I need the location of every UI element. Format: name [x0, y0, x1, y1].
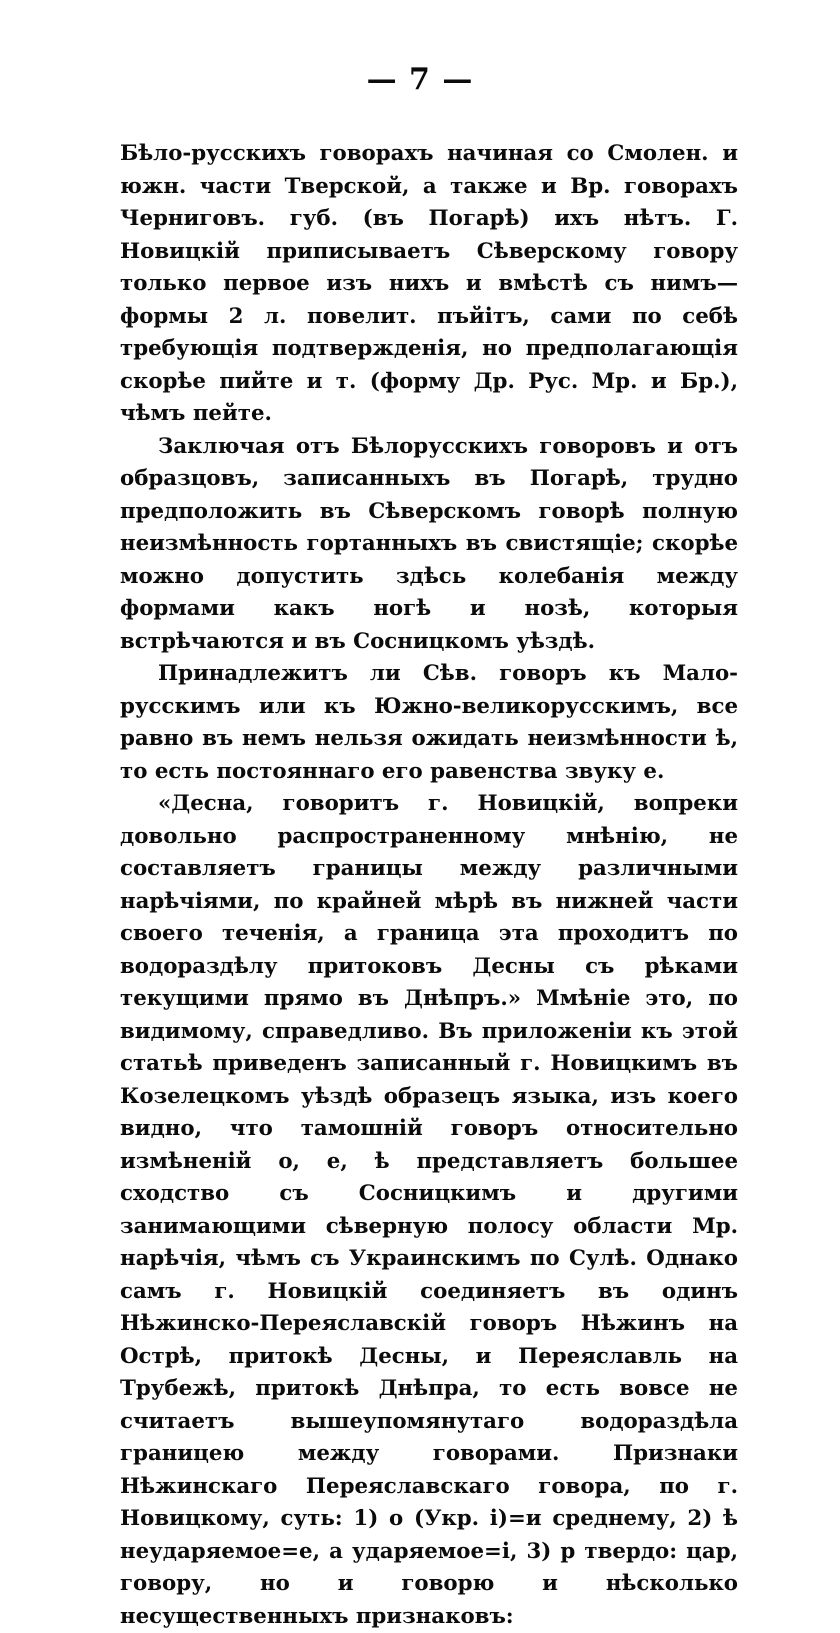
body-text	[120, 138, 738, 1633]
paragraph-desna-quote: «Десна, говоритъ г. Новицкій, вопреки довольно распространенному мнѣнію, не составляетъ границы между различными нарѣчіями, по крайней мѣрѣ въ нижней части своего теченія, а граница эта проходитъ по водораздѣлу притоковъ Десны съ рѣками текущими прямо въ Днѣпръ.» Ммѣніе это, по видимому, справедливо. Въ приложеніи къ этой статьѣ приведенъ записанный г. Новицкимъ въ Козелецкомъ уѣздѣ образецъ языка, изъ коего видно, что тамошній говоръ относительно измѣненій о, е, ѣ представляетъ большее сходство съ Сосницкимъ и другими занимающими сѣверную полосу области Мр. нарѣчія, чѣмъ съ Украинскимъ по Сулѣ. Однако самъ г. Новицкій соединяетъ въ одинъ Нѣжинско-Переяславскій говоръ Нѣжинъ на Острѣ, притокѣ Десны, и Переяславль на Трубежѣ, притокѣ Днѣпра, то есть вовсе не считаетъ вышеупомянутаго водораздѣла границею между говорами. Признаки Нѣжинскаго Переяславскаго говора, по г. Новицкому, суть: 1) о (Укр. і)=и среднему, 2) ѣ неударяемое=е, а ударяемое=і, 3) р твердо: цар, говору, но и говорю и нѣсколько несущественныхъ признаковъ:	[120, 791, 738, 1629]
page-number: — 7 —	[366, 62, 474, 97]
paragraph-continuation: Бѣло-русскихъ говорахъ начиная со Смолен. и южн. части Тверской, а также и Вр. говорахъ Черниговъ. губ. (въ Погарѣ) ихъ нѣтъ. Г. Новицкій приписываетъ Сѣверскому говору только первое изъ нихъ и вмѣстѣ съ нимъ—формы 2 л. повелит. пъйітъ, сами по себѣ требующія подтвержденія, но предполагающія скорѣе пийте и т. (форму Др. Рус. Мр. и Бр.), чѣмъ пейте.	[120, 141, 738, 426]
paragraph-severian-dialect: Принадлежитъ ли Сѣв. говоръ къ Мало-русскимъ или къ Южно-великорусскимъ, все равно въ немъ нельзя ожидать неизмѣнности ѣ, то есть постояннаго его равенства звуку е.	[120, 661, 738, 784]
paragraph-belorussian-dialects: Заключая отъ Бѣлорусскихъ говоровъ и отъ образцовъ, записанныхъ въ Погарѣ, трудно предположить въ Сѣверскомъ говорѣ полную неизмѣнность гортанныхъ въ свистящіе; скорѣе можно допустить здѣсь колебанія между формами какъ ногѣ и нозѣ, которыя встрѣчаются и въ Сосницкомъ уѣздѣ.	[120, 433, 738, 654]
